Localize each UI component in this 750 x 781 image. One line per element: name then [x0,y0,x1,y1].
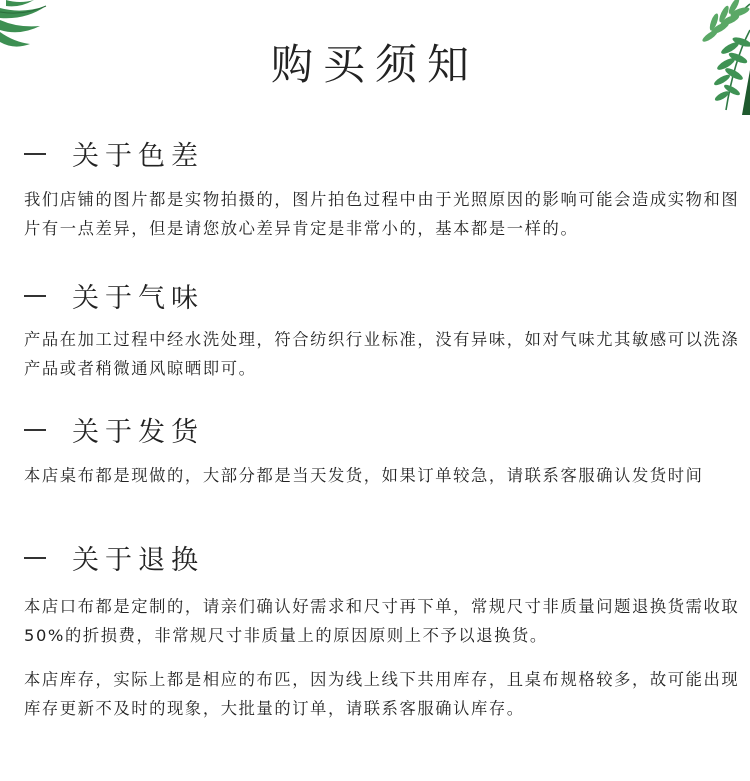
heading-dash [24,429,46,431]
section-paragraph-inventory: 本店库存，实际上都是相应的布匹，因为线上线下共用库存，且桌布规格较多，故可能出现库存更新不及时的现象，大批量的订单，请联系客服确认库存。 [24,670,740,718]
section-title: 关于气味 [72,283,204,314]
section-paragraph-returns: 本店口布都是定制的，请亲们确认好需求和尺寸再下单，常规尺寸非质量问题退换货需收取50%的折损费，非常规尺寸非质量上的原因原则上不予以退换货。 [24,597,740,645]
heading-dash [24,557,46,559]
heading-dash [24,153,46,155]
section-heading-color-difference [24,134,204,173]
section-paragraph-color-difference: 我们店铺的图片都是实物拍摄的，图片拍色过程中由于光照原因的影响可能会造成实物和图片有一点差异，但是请您放心差异肯定是非常小的，基本都是一样的。 [24,190,740,238]
section-paragraph-odor: 产品在加工过程中经水洗处理，符合纺织行业标准，没有异味，如对气味尤其敏感可以洗涤产品或者稍微通风晾晒即可。 [24,330,740,378]
section-heading-odor [24,276,204,315]
section-paragraph-shipping: 本店桌布都是现做的，大部分都是当天发货，如果订单较急，请联系客服确认发货时间 [24,466,704,485]
section-title: 关于发货 [72,417,204,448]
section-title: 关于退换 [72,545,204,576]
page-title: 购买须知 [270,40,479,89]
section-heading-shipping [24,410,204,449]
section-heading-returns [24,538,204,577]
heading-dash [24,295,46,297]
section-title: 关于色差 [72,141,204,172]
